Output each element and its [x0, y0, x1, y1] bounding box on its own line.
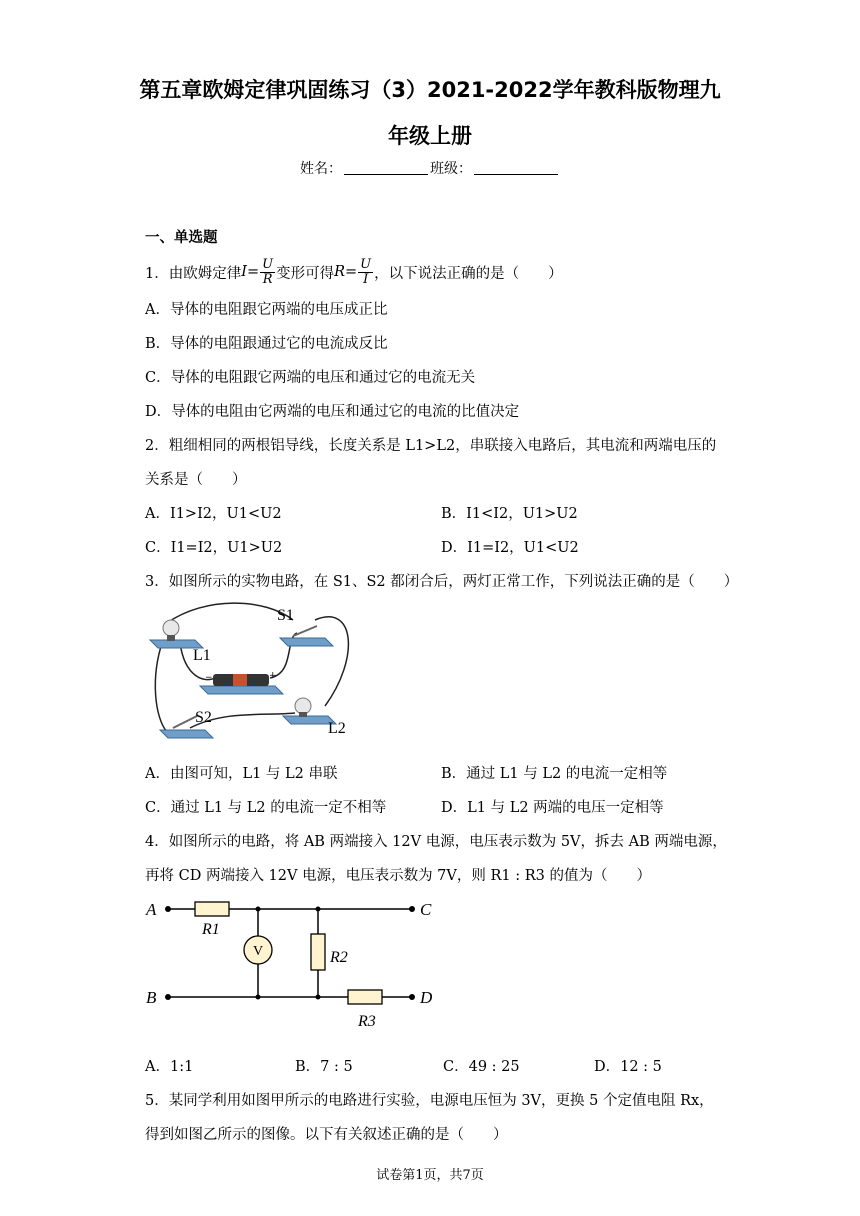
battery-minus: −: [205, 673, 213, 683]
q1-var-r: R: [334, 264, 346, 280]
class-blank[interactable]: [474, 160, 558, 175]
q2-stem-line2: 关系是（ ）: [145, 472, 247, 488]
terminal-a: [165, 906, 171, 912]
r2-resistor: [311, 934, 325, 970]
q1-frac1-den: R: [262, 271, 273, 287]
student-info: [300, 158, 560, 178]
q5-stem-line1: 5．某同学利用如图甲所示的电路进行实验，电源电压恒为 3V，更换 5 个定值电阻 Rx，: [145, 1093, 714, 1109]
r3-resistor: [348, 990, 382, 1004]
q1-option-c[interactable]: C．导体的电阻跟它两端的电压和通过它的电流无关: [145, 370, 476, 386]
q1-fraction-u-over-r: [260, 258, 275, 287]
l1-bulb: [163, 620, 179, 636]
class-label: 班级：: [430, 161, 472, 177]
l2-base: [299, 712, 307, 717]
label-b: B: [146, 988, 157, 1007]
label-l1: L1: [193, 647, 211, 664]
label-l2: L2: [328, 720, 346, 737]
label-s1: S1: [277, 607, 294, 624]
s1-lever: [293, 626, 317, 636]
q1-option-b[interactable]: B．导体的电阻跟通过它的电流成反比: [145, 336, 388, 352]
q4-stem-line1: 4．如图所示的电路，将 AB 两端接入 12V 电源，电压表示数为 5V，拆去 AB 两端电源，: [145, 834, 727, 850]
q1-var-i: I: [241, 264, 247, 280]
terminal-b: [165, 994, 171, 1000]
q1-frac1-num: U: [262, 256, 274, 272]
q3-option-b[interactable]: B．通过 L1 与 L2 的电流一定相等: [441, 766, 668, 782]
label-s2: S2: [195, 709, 212, 726]
q1-option-d[interactable]: D．导体的电阻由它两端的电压和通过它的电流的比值决定: [145, 404, 520, 420]
label-r1: R1: [202, 921, 220, 938]
l2-bulb: [295, 698, 311, 714]
battery-band: [233, 674, 247, 686]
l1-base: [167, 635, 175, 641]
q2-option-a[interactable]: A．I1>I2，U1<U2: [145, 506, 282, 522]
label-c: C: [420, 900, 432, 919]
battery-plus: +: [269, 671, 277, 681]
q2-stem-line1: 2．粗细相同的两根铝导线，长度关系是 L1>L2，串联接入电路后，其电流和两端电压的: [145, 438, 717, 454]
q4-option-a[interactable]: A．1:1: [145, 1059, 194, 1075]
battery-board: [200, 686, 283, 694]
q4-circuit-figure: [140, 892, 450, 1037]
q4-option-b[interactable]: B．7 : 5: [295, 1059, 353, 1075]
page-footer: 试卷第1页，共7页: [376, 1168, 484, 1183]
wire-left: [155, 640, 167, 732]
q2-option-b[interactable]: B．I1<I2，U1>U2: [441, 506, 578, 522]
q2-option-c[interactable]: C．I1=I2，U1>U2: [145, 540, 283, 556]
s1-board: [280, 638, 333, 646]
label-a: A: [146, 900, 157, 919]
doc-title-line2: 年级上册: [388, 124, 472, 148]
q5-stem-line2: 得到如图乙所示的图像。以下有关叙述正确的是（ ）: [145, 1127, 508, 1143]
q1-eq-2: =: [345, 264, 358, 280]
name-blank[interactable]: [344, 160, 428, 175]
wire-top: [167, 603, 293, 623]
q3-circuit-figure: [145, 598, 365, 748]
label-v: V: [253, 944, 264, 959]
section-heading: 一、单选题: [145, 230, 218, 246]
r1-resistor: [195, 902, 229, 916]
q3-option-a[interactable]: A．由图可知，L1 与 L2 串联: [145, 766, 338, 782]
q4-option-c[interactable]: C．49 : 25: [443, 1059, 520, 1075]
label-r3: R3: [358, 1013, 376, 1030]
q1-fraction-u-over-i: [358, 258, 373, 287]
label-r2: R2: [330, 949, 348, 966]
q2-option-d[interactable]: D．I1=I2，U1<U2: [441, 540, 579, 556]
doc-title-line1: 第五章欧姆定律巩固练习（3）2021-2022学年教科版物理九: [139, 78, 721, 102]
s2-board: [160, 730, 213, 738]
q3-option-d[interactable]: D．L1 与 L2 两端的电压一定相等: [441, 800, 664, 816]
q1-eq-1: =: [246, 264, 260, 280]
q1-option-a[interactable]: A．导体的电阻跟它两端的电压成正比: [145, 302, 388, 318]
q1-mid: 变形可得: [276, 265, 335, 282]
q4-stem-line2: 再将 CD 两端接入 12V 电源，电压表示数为 7V，则 R1 : R3 的值为（ ）: [145, 868, 651, 884]
q1-frac2-num: U: [360, 256, 372, 272]
q1-prefix: 1．由欧姆定律: [145, 265, 242, 282]
q1-stem: [145, 254, 563, 290]
terminal-c: [409, 906, 415, 912]
q1-tail: ，以下说法正确的是（ ）: [374, 265, 563, 282]
label-d: D: [420, 988, 433, 1007]
terminal-d: [409, 994, 415, 1000]
q4-option-d[interactable]: D．12 : 5: [594, 1059, 662, 1075]
q1-frac2-den: I: [363, 271, 369, 287]
q3-stem: 3．如图所示的实物电路，在 S1、S2 都闭合后，两灯正常工作，下列说法正确的是（ ）: [145, 574, 739, 590]
q3-option-c[interactable]: C．通过 L1 与 L2 的电流一定不相等: [145, 800, 387, 816]
name-label: 姓名：: [300, 161, 342, 177]
wire-right: [315, 617, 348, 706]
